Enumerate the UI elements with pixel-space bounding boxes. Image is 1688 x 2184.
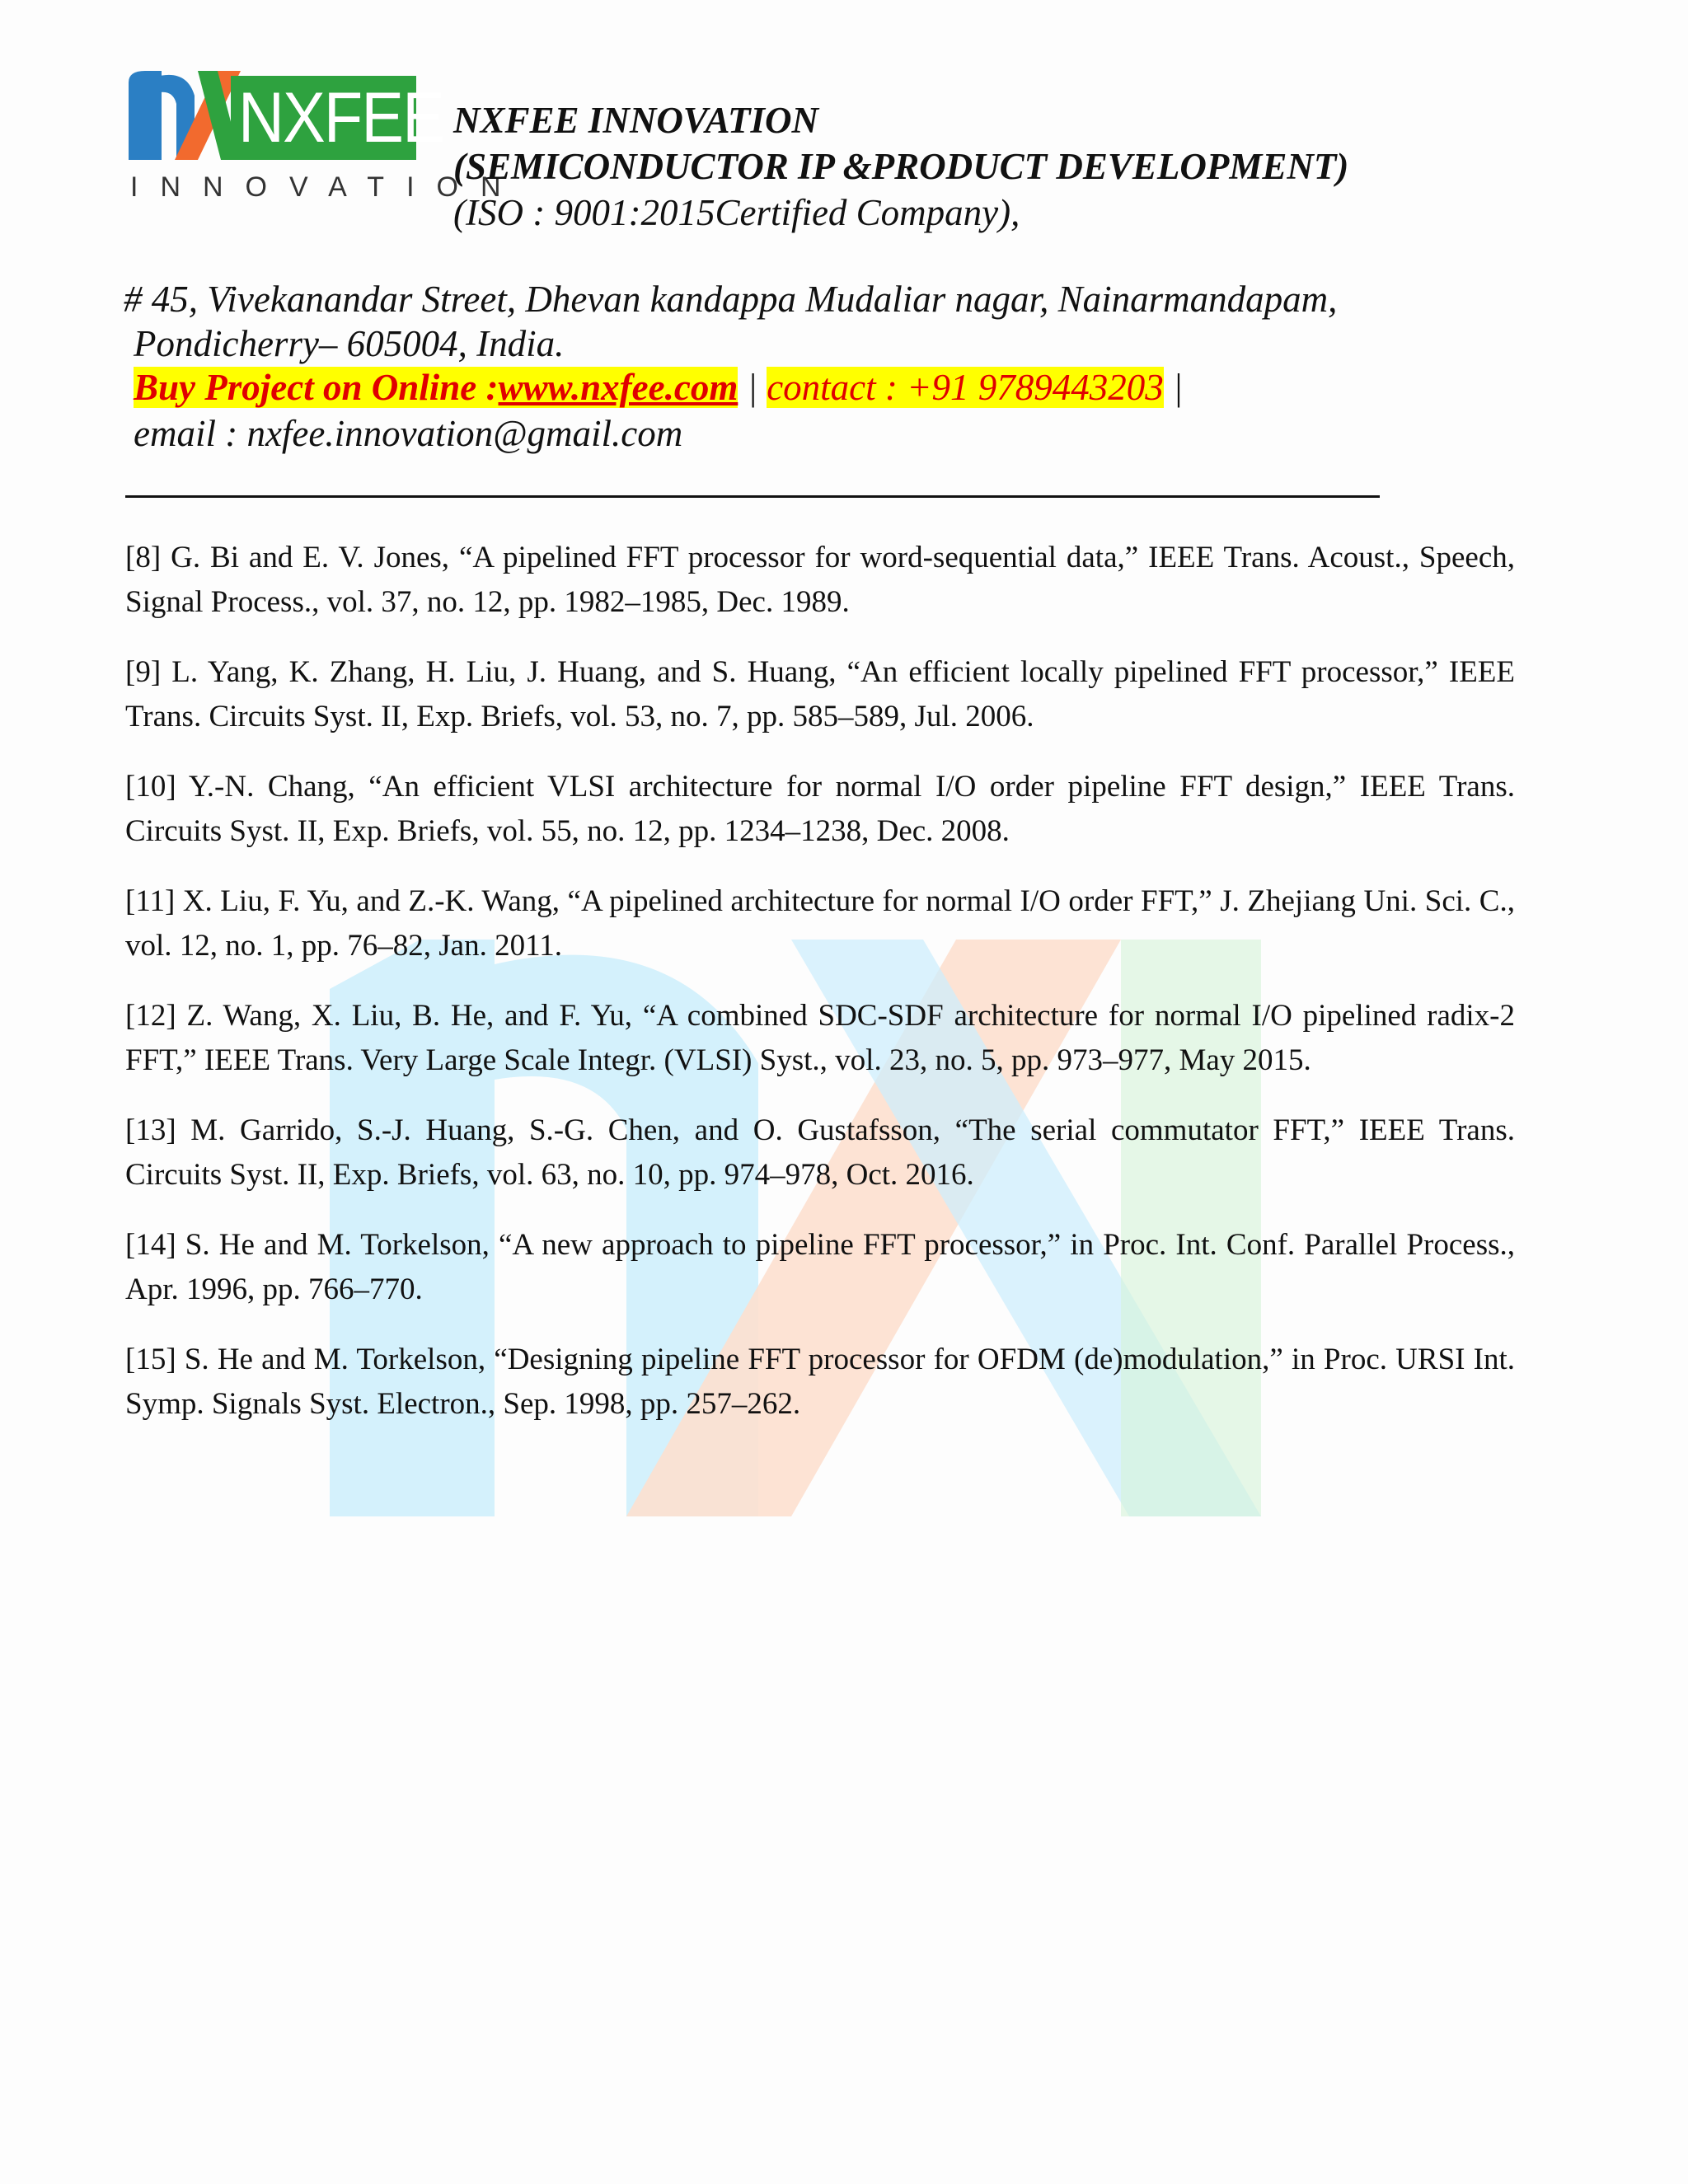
reference-item: [13] M. Garrido, S.-J. Huang, S.-G. Chen, and O. Gustafsson, “The serial commutator FFT,” IEEE Trans. Circuits Syst. II, Exp. Briefs, vol. 63, no. 10, pp. 974–978, Oct. 2016. — [125, 1113, 1515, 1192]
contact-phone: contact : +91 9789443203 — [767, 367, 1164, 408]
company-info — [453, 97, 1348, 236]
reference-item: [8] G. Bi and E. V. Jones, “A pipelined FFT processor for word-sequential data,” IEEE Trans. Acoust., Speech, Signal Process., vol. 37, no. 12, pp. 1982–1985, Dec. 1989. — [125, 541, 1515, 619]
contact-email: email : nxfee.innovation@gmail.com — [134, 413, 683, 454]
company-division: (SEMICONDUCTOR IP &PRODUCT DEVELOPMENT) — [453, 146, 1349, 187]
logo-subtitle: INNOVATION — [130, 171, 523, 203]
contact-line — [134, 364, 1183, 410]
reference-item: [14] S. He and M. Torkelson, “A new approach to pipeline FFT processor,” in Proc. Int. Conf. Parallel Process., Apr. 1996, pp. 766–770. — [125, 1228, 1515, 1306]
reference-item: [12] Z. Wang, X. Liu, B. He, and F. Yu, “A combined SDC-SDF architecture for normal I/O pipelined radix-2 FFT,” IEEE Trans. Very Large Scale Integr. (VLSI) Syst., vol. 23, no. 5, pp. 973–977, May 2015. — [125, 999, 1515, 1077]
separator: | — [1173, 367, 1184, 408]
header-divider — [125, 495, 1380, 498]
company-address — [124, 277, 1337, 366]
nx-logo-icon — [129, 71, 241, 160]
references-list — [125, 536, 1515, 1452]
company-logo — [125, 71, 523, 221]
reference-item: [15] S. He and M. Torkelson, “Designing pipeline FFT processor for OFDM (de)modulation,” in Proc. URSI Int. Symp. Signals Syst. Electron., Sep. 1998, pp. 257–262. — [125, 1343, 1515, 1421]
reference-item: [11] X. Liu, F. Yu, and Z.-K. Wang, “A pipelined architecture for normal I/O order FFT,” J. Zhejiang Uni. Sci. C., vol. 12, no. 1, pp. 76–82, Jan. 2011. — [125, 884, 1515, 963]
company-certification: (ISO : 9001:2015Certified Company), — [453, 192, 1020, 233]
website-link[interactable]: www.nxfee.com — [498, 367, 738, 408]
logo-wordmark: NXFEE — [231, 76, 416, 160]
address-line-1: # 45, Vivekanandar Street, Dhevan kandappa Mudaliar nagar, Nainarmandapam, — [124, 279, 1338, 320]
buy-online-label: Buy Project on Online : — [134, 367, 499, 408]
reference-item: [9] L. Yang, K. Zhang, H. Liu, J. Huang, and S. Huang, “An efficient locally pipelined FFT processor,” IEEE Trans. Circuits Syst. II, Exp. Briefs, vol. 53, no. 7, pp. 585–589, Jul. 2006. — [125, 655, 1515, 733]
address-line-2: Pondicherry– 605004, India. — [134, 323, 565, 364]
company-name: NXFEE INNOVATION — [453, 100, 819, 141]
separator: | — [747, 367, 757, 408]
reference-item: [10] Y.-N. Chang, “An efficient VLSI architecture for normal I/O order pipeline FFT design,” IEEE Trans. Circuits Syst. II, Exp. Briefs, vol. 55, no. 12, pp. 1234–1238, Dec. 2008. — [125, 770, 1515, 848]
